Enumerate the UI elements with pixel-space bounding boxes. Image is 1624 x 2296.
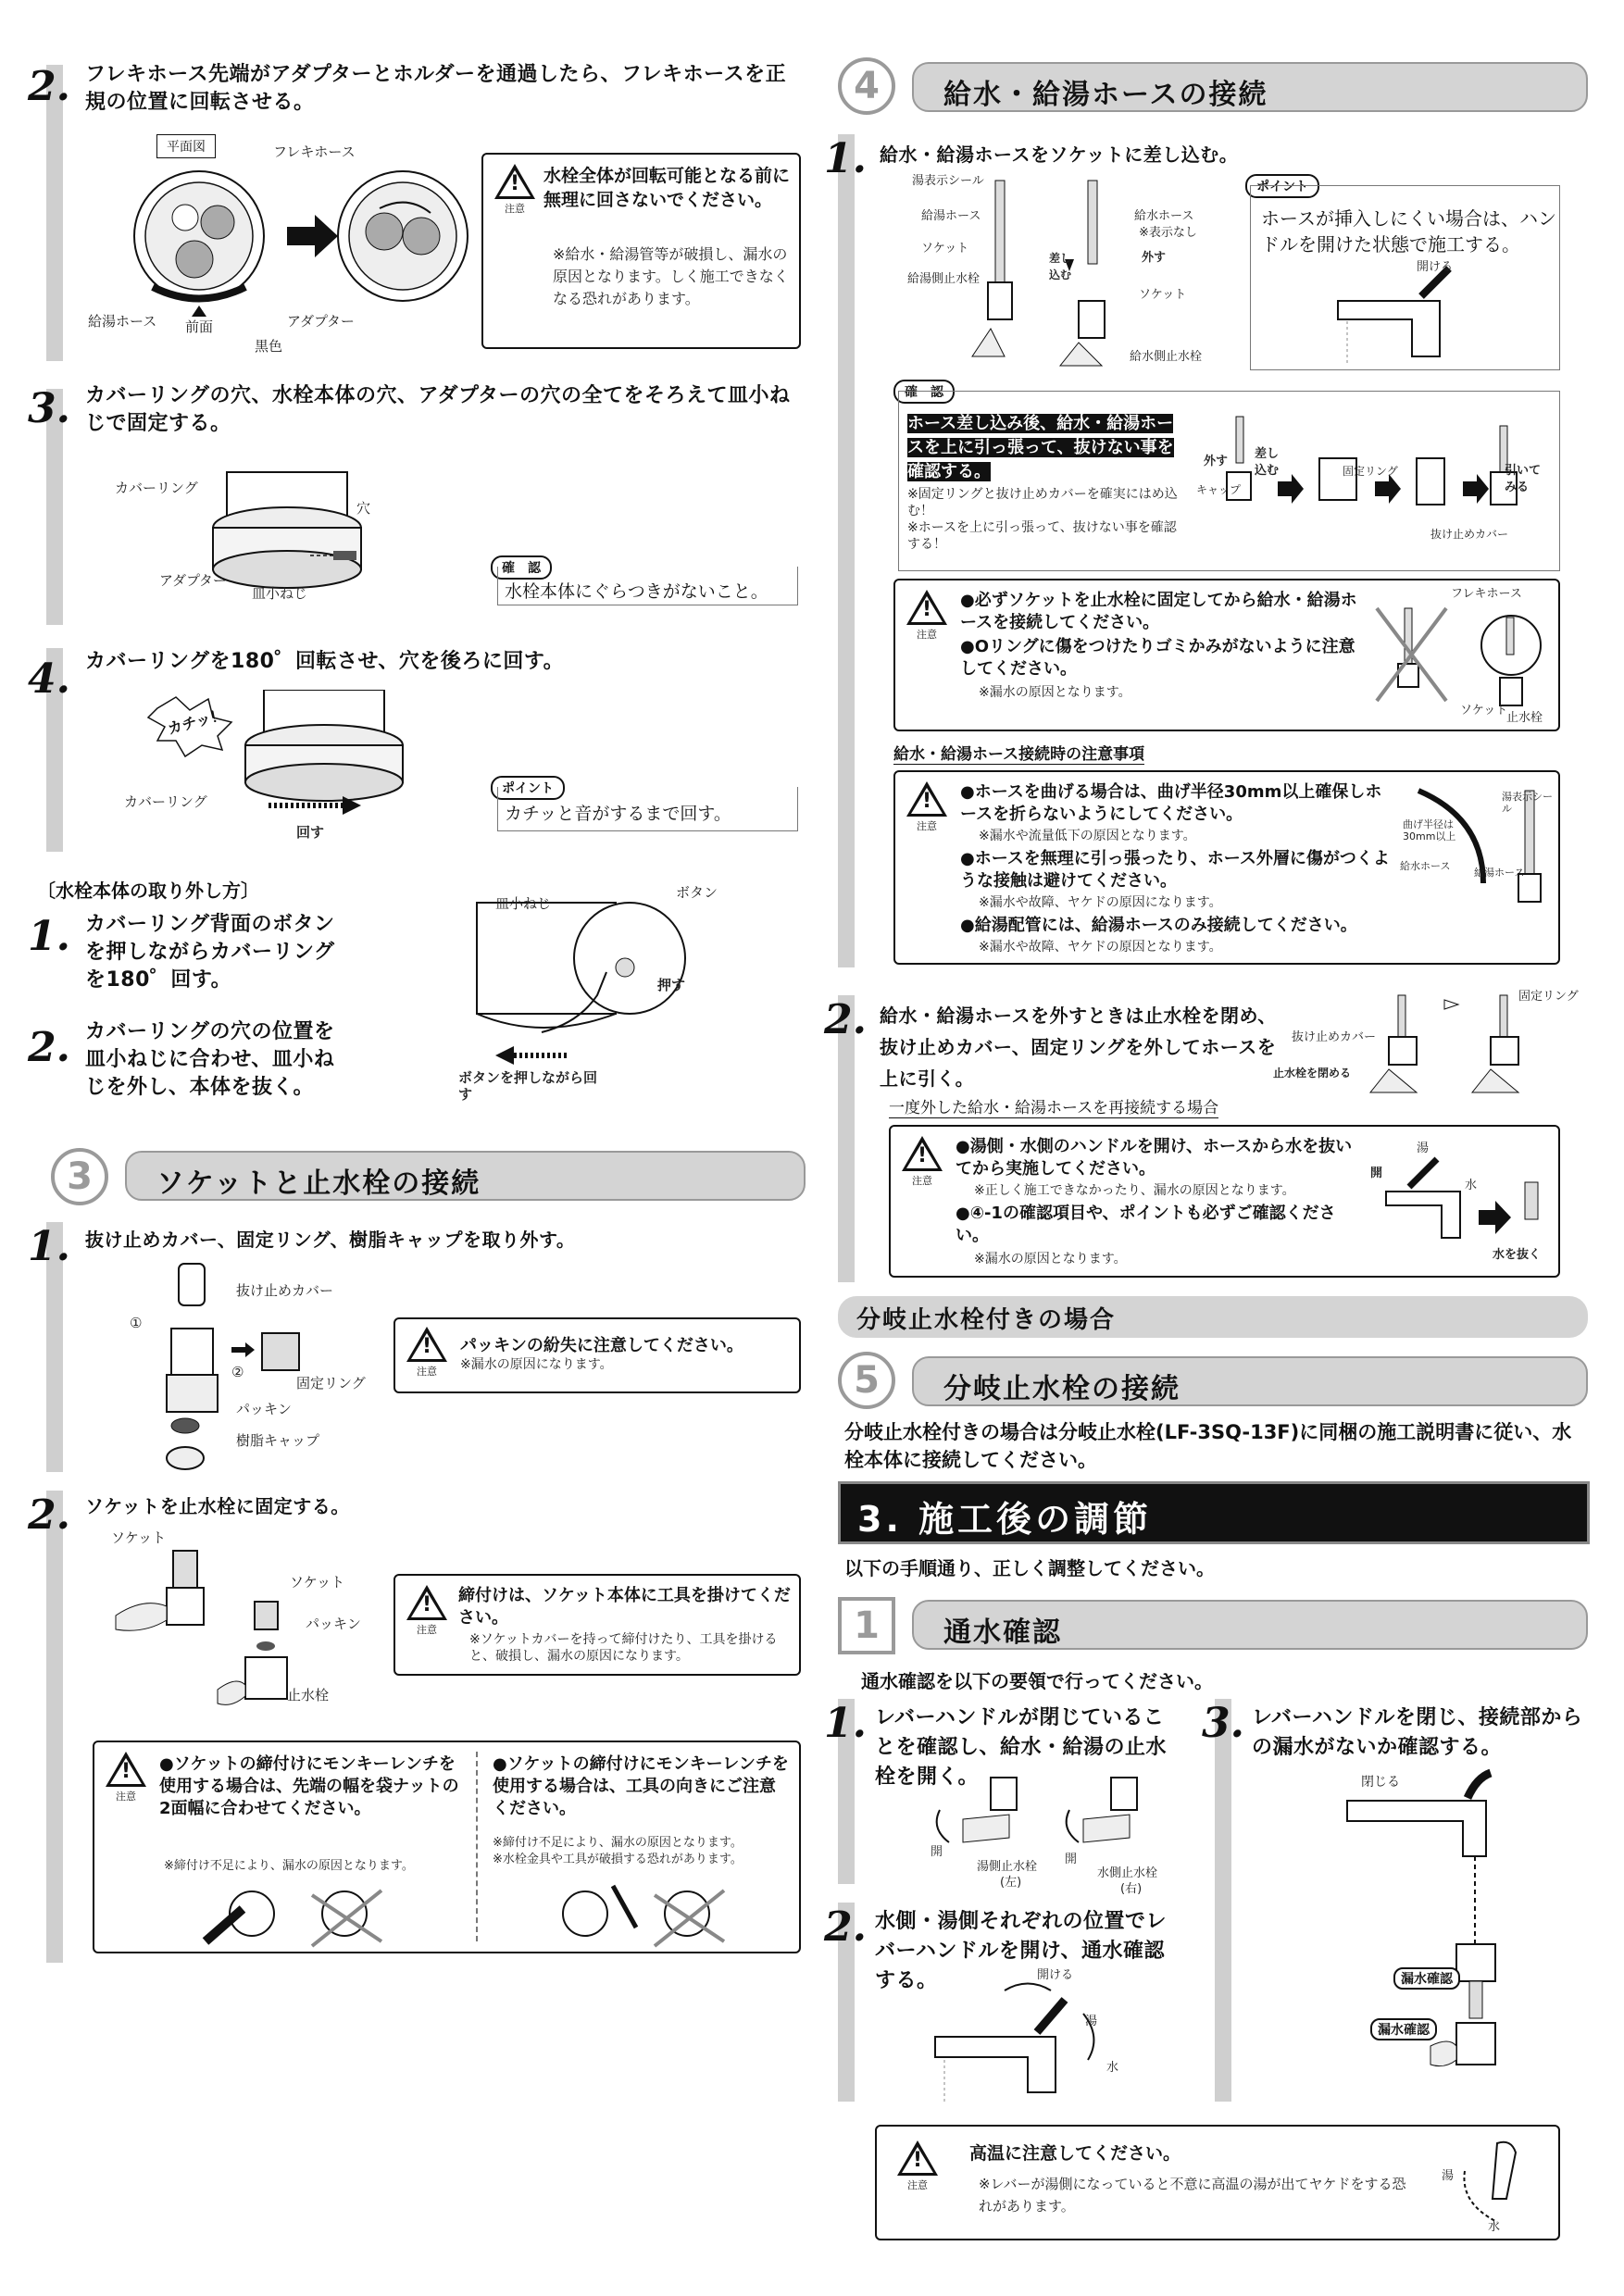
label-turn: 回す — [296, 824, 325, 841]
label-socket-2: ソケット — [290, 1574, 345, 1591]
label-seal: 湯表示シール — [912, 174, 984, 188]
warning-note-2: ※漏水の原因となります。 — [974, 1252, 1127, 1267]
click-sound: カチッ！ — [165, 705, 228, 738]
label-cap: キャップ — [1196, 483, 1242, 496]
warning-icon: ! 注意 — [406, 1327, 447, 1379]
label-socket: ソケット — [921, 242, 969, 256]
branch-band-title: 分岐止水栓付きの場合 — [856, 1306, 1117, 1334]
step-text: 水側・湯側それぞれの位置でレバーハンドルを開け、通水確認する。 — [875, 1910, 1168, 1992]
warning-item-2: ●④-1の確認項目や、ポイントも必ずご確認ください。 — [956, 1204, 1336, 1245]
warning-note-left: ※締付け不足により、漏水の原因となります。 — [164, 1859, 414, 1873]
warning-note-right: ※締付け不足により、漏水の原因となります。 ※水栓金具や工具が破損する恐れがあります。 — [493, 1836, 743, 1866]
section-band — [912, 62, 1588, 112]
label-seal: 湯表示シール — [1502, 791, 1553, 815]
warning-note: ※給水・給湯管等が破損し、漏水の原因となります。しく施工できなくなる恐れがあります。 — [553, 245, 789, 307]
warning-item-3: ●給湯配管には、給湯ホースのみ接続してください。 — [960, 916, 1357, 935]
warning-note: ※レバーが湯側になっていると不意に高温の湯が出てヤケドをする恐れがあります。 — [979, 2176, 1406, 2215]
step-number: 2. — [28, 63, 70, 110]
removal-title: 〔水栓本体の取り外し方〕 — [37, 880, 259, 902]
step-number: 3. — [1202, 1700, 1244, 1747]
label-cover: 抜け止めカバー — [236, 1282, 334, 1299]
warning-note: ※漏水の原因となります。 — [979, 685, 1131, 700]
label-front: 前面 — [185, 318, 214, 335]
reconnect-title: 一度外した給水・給湯ホースを再接続する場合 — [889, 1094, 1218, 1118]
label-hot: 湯 — [1442, 2169, 1455, 2183]
step-number: 4. — [28, 655, 70, 703]
step-text: レバーハンドルを閉じ、接続部からの漏水がないか確認する。 — [1252, 1706, 1583, 1759]
step-number: 1. — [28, 1223, 70, 1270]
label-circle-2: ② — [231, 1364, 244, 1380]
label-cover-ring: カバーリング — [124, 793, 207, 810]
step-number: 2. — [824, 1903, 867, 1951]
step-text: レバーハンドルが閉じていることを確認し、給水・給湯の止水栓を開く。 — [875, 1706, 1168, 1789]
step-text: カバーリングの穴、水栓本体の穴、アダプターの穴の全てをそろえて皿小ねじで固定する。 — [85, 384, 791, 435]
step-bar — [838, 134, 855, 967]
point-badge: ポイント — [491, 776, 565, 800]
plan-diagram — [88, 130, 477, 361]
warning-icon: ! 注意 — [406, 1585, 447, 1637]
label-open: 開 — [1370, 1167, 1383, 1180]
label-screw: 皿小ねじ — [252, 585, 308, 602]
warning-main: パッキンの紛失に注意してください。 — [460, 1336, 743, 1355]
label-flex: フレキホース — [1451, 587, 1522, 601]
label-hole: 穴 — [356, 500, 371, 517]
label-cold-hose: 給水ホース — [1134, 209, 1194, 223]
section-number-circle: 4 — [838, 57, 895, 115]
label-flex-hose: フレキホース — [273, 144, 356, 160]
leak-check-badge-1: 漏水確認 — [1393, 1967, 1460, 1990]
warning-icon: ! 注意 — [906, 781, 947, 833]
label-ring: 固定リング — [296, 1375, 366, 1391]
sec5-text: 分岐止水栓付きの場合は分岐止水栓(LF-3SQ-13F)に同梱の施工説明書に従い、水栓本体に接続してください。 — [844, 1421, 1572, 1471]
label-cold-hose: 給水ホース — [1400, 860, 1451, 872]
label-hot-hose: 給湯ホース — [1474, 867, 1525, 879]
warning-icon: ! 注意 — [906, 590, 947, 642]
step-text: フレキホース先端がアダプターとホルダーを通過したら、フレキホースを正規の位置に回転させる。 — [85, 63, 787, 114]
label-insert: 差し込む — [1049, 252, 1072, 281]
step-text: カバーリングを180゜回転させ、穴を後ろに回す。 — [85, 650, 565, 673]
confirm-badge: 確 認 — [893, 380, 955, 404]
section-title: ソケットと止水栓の接続 — [156, 1167, 481, 1200]
warning-box-double — [93, 1741, 801, 1953]
section-number-circle: 5 — [838, 1352, 895, 1409]
section-band — [125, 1151, 806, 1201]
step-number: 1. — [28, 913, 70, 960]
rotate-diagram — [120, 690, 417, 847]
adjust-text: 以下の手順通り、正しく調整してください。 — [844, 1557, 1215, 1579]
parts-diagram — [116, 1254, 394, 1477]
label-open: 開ける — [1037, 1968, 1074, 1982]
warning-box — [893, 579, 1560, 731]
label-push-turn: ボタンを押しながら回す — [458, 1069, 598, 1103]
label-packing: パッキン — [236, 1401, 292, 1417]
label-hot-side: (左) — [1000, 1876, 1022, 1890]
label-cold: 水 — [1106, 2061, 1119, 2075]
warning-note: ※ソケットカバーを持って締付けたり、工具を掛けると、破損し、漏水の原因になります。 — [469, 1632, 778, 1664]
warning-box — [889, 1125, 1560, 1278]
warning-main: 締付けは、ソケット本体に工具を掛けてください。 — [458, 1586, 791, 1628]
step-text: ソケットを止水栓に固定する。 — [85, 1495, 350, 1517]
warning-item-1: ●必ずソケットを止水栓に固定してから給水・給湯ホースを接続してください。 — [960, 591, 1357, 632]
warning-note-1: ※正しく施工できなかったり、漏水の原因となります。 — [974, 1183, 1295, 1198]
warning-note-3: ※漏水や故障、ヤケドの原因となります。 — [979, 940, 1222, 955]
label-socket: ソケット — [111, 1529, 167, 1546]
label-cold: 水 — [1488, 2220, 1501, 2234]
label-valve: 止水栓 — [1506, 711, 1543, 725]
step-bar — [1215, 1699, 1231, 2102]
warning-box — [394, 1317, 801, 1393]
chapter-title: 3. 施工後の調節 — [857, 1499, 1153, 1540]
warning-icon: ! 注意 — [494, 164, 535, 216]
section-band — [912, 1600, 1588, 1650]
label-no-seal: ※表示なし — [1139, 226, 1197, 240]
step-bar — [46, 1491, 63, 1963]
point-text: ホースが挿入しにくい場合は、ハンドルを開けた状態で施工する。 — [1261, 207, 1556, 256]
caution-title: 給水・給湯ホース接続時の注意事項 — [893, 741, 1144, 765]
chapter-header — [838, 1481, 1590, 1544]
label-ring: 固定リング — [1518, 990, 1579, 1004]
label-close: 閉じる — [1361, 1775, 1400, 1790]
label-cold-valve: 給水側止水栓 — [1130, 350, 1203, 364]
warning-box — [481, 153, 801, 349]
warning-main: 高温に注意してください。 — [969, 2143, 1181, 2164]
wrench-illustrations — [94, 1877, 803, 1951]
step-number: 1. — [824, 135, 867, 182]
label-screw: 皿小ねじ — [495, 895, 552, 912]
label-out: 外す — [1204, 455, 1229, 468]
label-cover: 抜け止めカバー — [1292, 1030, 1377, 1044]
label-open-1: 開 — [931, 1845, 943, 1859]
label-open: 開ける — [1417, 260, 1454, 274]
label-cover-ring: カバーリング — [115, 480, 198, 496]
warning-icon: ! 注意 — [897, 2140, 938, 2192]
label-hot: 湯 — [1085, 2015, 1098, 2028]
label-circle-1: ① — [130, 1315, 143, 1331]
sec1-text: 通水確認を以下の要領で行ってください。 — [861, 1670, 1213, 1692]
confirm-note: ※固定リングと抜け止めカバーを確実にはめ込む！ ※ホースを上に引っ張って、抜けない事を確認する！ — [907, 487, 1178, 552]
warning-icon: ! 注意 — [902, 1136, 943, 1188]
label-open-2: 開 — [1065, 1853, 1078, 1866]
label-socket: ソケット — [1460, 704, 1508, 718]
section-band — [912, 1356, 1588, 1406]
label-cap: 樹脂キャップ — [236, 1432, 320, 1449]
step-text: 給水・給湯ホースを外すときは止水栓を閉め、抜け止めカバー、固定リングを外してホースを上に引く。 — [880, 1004, 1277, 1090]
warning-box — [394, 1574, 801, 1676]
label-push: 押す — [657, 977, 686, 993]
label-button: ボタン — [676, 884, 718, 901]
label-hot-hose: 給湯ホース — [88, 313, 157, 330]
label-pull: 引いてみる — [1505, 464, 1542, 494]
label-cold-side: (右) — [1120, 1882, 1143, 1896]
warning-note-1: ※漏水や流量低下の原因となります。 — [979, 829, 1196, 843]
warning-note-2: ※漏水や故障、ヤケドの原因になります。 — [979, 895, 1222, 910]
point-text: カチッと音がするまで回す。 — [505, 804, 731, 824]
label-bend: 曲げ半径は30mm以上 — [1403, 818, 1456, 842]
confirm-bold: ホース差し込み後、給水・給湯ホースを上に引っ張って、抜けない事を確認する。 — [907, 414, 1174, 481]
step-number: 3. — [28, 385, 70, 432]
warning-item-1: ●ホースを曲げる場合は、曲げ半径30mm以上確保しホースを折らないようにしてください。 — [960, 782, 1382, 824]
warning-main: 水栓全体が回転可能となる前に無理に回さないでください。 — [543, 166, 791, 210]
label-adapter: アダプター — [159, 572, 227, 589]
warning-box — [893, 770, 1560, 965]
warning-icon: ! 注意 — [106, 1752, 146, 1803]
faucet-illustration — [1329, 264, 1514, 366]
section-number-circle: 3 — [51, 1148, 108, 1205]
label-hot: 湯 — [1417, 1142, 1430, 1155]
confirm-text: 水栓本体にぐらつきがないこと。 — [505, 581, 768, 602]
label-ring: 固定リング — [1343, 465, 1398, 478]
section-title: 分岐止水栓の接続 — [943, 1373, 1181, 1405]
warning-item-2: ●ホースを無理に引っ張ったり、ホース外層に傷がつくような接触は避けてください。 — [960, 849, 1390, 891]
step-text: カバーリングの穴の位置を皿小ねじに合わせ、皿小ねじを外し、本体を抜く。 — [85, 1020, 335, 1099]
warning-main-right: ●ソケットの締付けにモンキーレンチを使用する場合は、工具の向きにご注意ください。 — [493, 1754, 789, 1818]
step-text: 抜け止めカバー、固定リング、樹脂キャップを取り外す。 — [85, 1229, 576, 1251]
step-text: 給水・給湯ホースをソケットに差し込む。 — [880, 144, 1239, 166]
removal-diagram — [440, 884, 745, 1106]
section-title: 通水確認 — [943, 1616, 1062, 1649]
label-black: 黒色 — [255, 338, 283, 355]
label-socket-2: ソケット — [1139, 288, 1187, 302]
label-in: 差し込む — [1255, 447, 1280, 478]
label-valve: 止水栓 — [287, 1687, 330, 1703]
plan-label: 平面図 — [156, 134, 216, 158]
label-remove: 外す — [1142, 251, 1167, 265]
warning-main-left: ●ソケットの締付けにモンキーレンチを使用する場合は、先端の幅を袋ナットの2面幅に合わせてください。 — [159, 1754, 459, 1818]
label-cold: 水 — [1465, 1179, 1478, 1192]
label-cover: 抜け止めカバー — [1430, 528, 1509, 541]
label-hot-hose: 給湯ホース — [921, 209, 981, 223]
label-drain: 水を抜く — [1493, 1248, 1542, 1262]
section-title: 給水・給湯ホースの接続 — [943, 79, 1268, 111]
confirm-badge: 確 認 — [491, 555, 552, 580]
warning-note: ※漏水の原因になります。 — [460, 1357, 613, 1372]
warning-item-2: ●Oリングに傷をつけたりゴミかみがないように注意してください。 — [960, 637, 1355, 679]
socket-diagram — [106, 1528, 384, 1722]
step-number: 1. — [824, 1700, 867, 1747]
step-text: カバーリング背面のボタンを押しながらカバーリングを180゜回す。 — [85, 913, 335, 992]
step-number: 2. — [28, 1024, 70, 1071]
hose-insert-diagram — [903, 171, 1236, 375]
step-number: 2. — [824, 996, 867, 1043]
warning-item-1: ●湯側・水側のハンドルを開け、ホースから水を抜いてから実施してください。 — [956, 1137, 1353, 1179]
leak-check-diagram — [1292, 1768, 1588, 2102]
cover-ring-diagram — [111, 463, 407, 611]
label-hot-valve: 湯側止水栓 — [977, 1860, 1038, 1874]
warning-box — [875, 2125, 1560, 2240]
label-hot-valve: 給湯側止水栓 — [907, 272, 981, 286]
leak-check-badge-2: 漏水確認 — [1370, 2018, 1437, 2040]
label-packing: パッキン — [306, 1616, 361, 1632]
step-number: 2. — [28, 1491, 70, 1539]
faucet-open-diagram — [926, 1972, 1157, 2102]
point-badge: ポイント — [1245, 174, 1319, 198]
section-number-square: 1 — [838, 1597, 895, 1654]
label-close-valve: 止水栓を閉める — [1273, 1067, 1352, 1079]
label-cold-valve: 水側止水栓 — [1097, 1866, 1158, 1880]
label-adapter: アダプター — [287, 313, 355, 330]
